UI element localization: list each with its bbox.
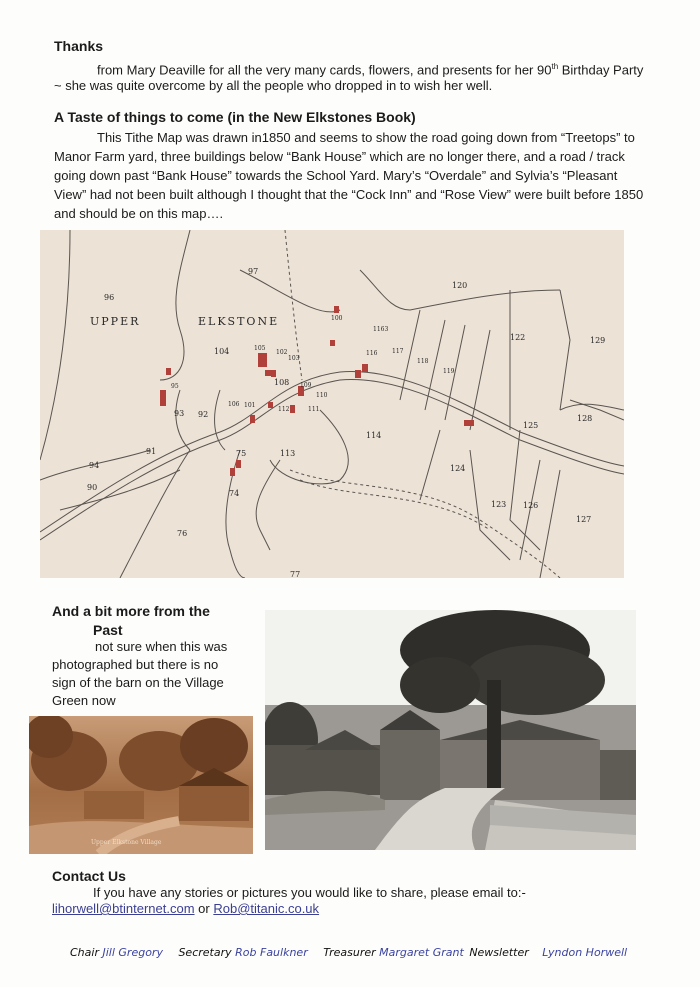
map-plot-number: 118 — [417, 358, 429, 365]
thanks-text-line1: from Mary Deaville for all the very many cards, flowers, and presents for her 90th Birthday Party — [97, 62, 644, 78]
past-heading: And a bit more from the — [52, 603, 210, 619]
map-plot-number: 76 — [177, 529, 188, 538]
village-green-photo — [265, 610, 636, 850]
map-plot-number: 123 — [491, 500, 507, 509]
secretary-label: Secretary — [178, 946, 232, 959]
map-plot-number: 97 — [248, 267, 259, 276]
map-plot-number: 110 — [316, 392, 328, 399]
taste-text-line: This Tithe Map was drawn in1850 and seems to show the road going down from “Treetops” to — [97, 130, 635, 145]
map-plot-number: 100 — [331, 315, 343, 322]
map-plot-number: 128 — [577, 414, 593, 423]
map-plot-number: 126 — [523, 501, 539, 510]
taste-text-line: going down past “Bank House” towards the School Yard. Mary’s “Overdale” and Sylvia’s “Pleasant — [54, 168, 618, 183]
taste-text-line: and should be on this map…. — [54, 206, 224, 221]
map-plot-number: 129 — [590, 336, 606, 345]
committee-footer — [70, 946, 670, 959]
taste-text-line: View” had not been built although I thought that the “Cock Inn” and “Rose View” were built before 1850 — [54, 187, 644, 202]
map-plot-number: 120 — [452, 281, 468, 290]
map-plot-number: 101 — [244, 402, 256, 409]
map-plot-number: 117 — [392, 348, 404, 355]
taste-text-line: Manor Farm yard, three buildings below “Bank House” which are no longer there, and a road / track — [54, 149, 625, 164]
map-plot-number: 94 — [89, 461, 100, 470]
taste-heading: A Taste of things to come (in the New Elkstones Book) — [54, 109, 416, 125]
tithe-map-image — [40, 230, 624, 578]
map-plot-number: 112 — [278, 406, 290, 413]
map-plot-number: 75 — [236, 449, 247, 458]
map-title-word1: UPPER — [90, 315, 141, 328]
map-plot-number: 106 — [228, 401, 240, 408]
map-plot-number: 74 — [229, 489, 240, 498]
thanks-text-line2: ~ she was quite overcome by all the people who dropped in to wish her well. — [54, 78, 493, 93]
map-plot-number: 113 — [280, 449, 296, 458]
map-plot-number: 122 — [510, 333, 526, 342]
past-text-line: Green now — [52, 693, 116, 708]
contact-heading: Contact Us — [52, 868, 126, 884]
map-plot-number: 127 — [576, 515, 592, 524]
map-plot-number: 96 — [104, 293, 115, 302]
map-plot-number: 104 — [214, 347, 230, 356]
past-heading-2: Past — [93, 622, 123, 638]
map-plot-number: 95 — [171, 383, 179, 390]
map-plot-number: 105 — [254, 345, 266, 352]
map-plot-number: 103 — [288, 355, 300, 362]
postcard-caption: Upper Elkstone Village — [91, 839, 162, 846]
past-text-line: sign of the barn on the Village — [52, 675, 224, 690]
secretary-name: Rob Faulkner — [235, 946, 308, 959]
chair-name: Jill Gregory — [102, 946, 163, 959]
map-plot-number: 109 — [300, 382, 312, 389]
map-plot-number: 92 — [198, 410, 209, 419]
map-plot-number: 77 — [290, 570, 301, 578]
map-plot-number: 124 — [450, 464, 466, 473]
email-link-rob[interactable]: Rob@titanic.co.uk — [213, 901, 320, 916]
treasurer-name: Margaret Grant — [379, 946, 464, 959]
contact-text: If you have any stories or pictures you would like to share, please email to:- — [93, 885, 526, 900]
map-plot-number: 91 — [146, 447, 157, 456]
map-plot-number: 114 — [366, 431, 382, 440]
map-plot-number: 108 — [274, 378, 290, 387]
map-plot-number: 116 — [366, 350, 378, 357]
map-plot-number: 125 — [523, 421, 539, 430]
thanks-heading: Thanks — [54, 38, 104, 54]
village-postcard-photo — [29, 716, 253, 854]
map-plot-number: 93 — [174, 409, 185, 418]
map-plot-number: 102 — [276, 349, 288, 356]
past-text-line: photographed but there is no — [52, 657, 219, 672]
or-text: or — [198, 901, 210, 916]
map-title-word2: ELKSTONE — [198, 315, 280, 328]
contact-emails — [52, 901, 319, 916]
chair-label: Chair — [70, 946, 99, 959]
email-link-lihorwell[interactable]: lihorwell@btinternet.com — [52, 901, 195, 916]
past-text-line: not sure when this was — [95, 639, 228, 654]
treasurer-label: Treasurer — [323, 946, 376, 959]
map-plot-number: 119 — [443, 368, 455, 375]
newsletter-label: Newsletter — [469, 946, 529, 959]
map-plot-number: 1163 — [373, 326, 389, 333]
map-plot-number: 90 — [87, 483, 98, 492]
map-plot-number: 111 — [308, 406, 320, 413]
newsletter-name: Lyndon Horwell — [542, 946, 628, 959]
